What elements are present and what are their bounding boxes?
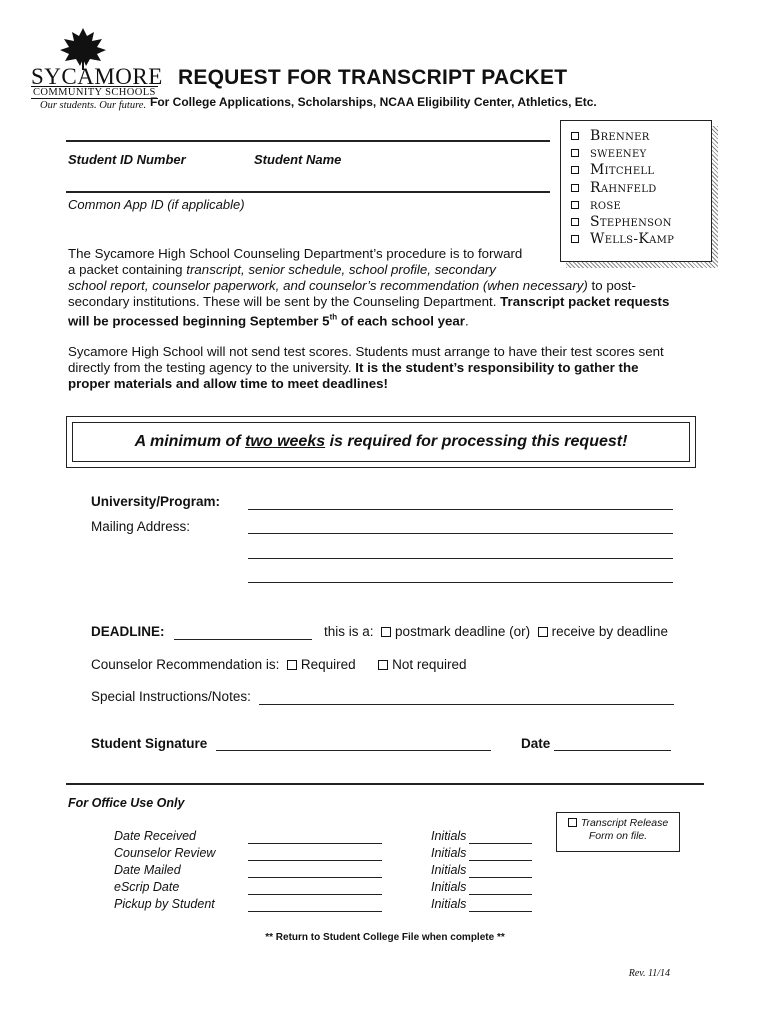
transcript-release-box [556, 812, 680, 852]
notice-box [72, 422, 690, 462]
deadline-field[interactable] [174, 639, 312, 640]
office-row-field[interactable] [248, 843, 382, 844]
counselor-name: sweeney [590, 144, 647, 161]
counselor-option[interactable] [561, 144, 711, 161]
office-row-label: Date Mailed [114, 863, 181, 877]
initials-label: Initials [431, 829, 467, 843]
office-row-field[interactable] [248, 877, 382, 878]
page-title: REQUEST FOR TRANSCRIPT PACKET [178, 66, 568, 89]
student-id-label: Student ID Number [68, 152, 186, 167]
mailing-address-label: Mailing Address: [91, 519, 191, 534]
procedure-italic: transcript, senior schedule, school profile, secondary [186, 262, 496, 277]
this-is-a-label: this is a: [324, 624, 374, 639]
not-required-checkbox[interactable] [378, 660, 388, 670]
initials-field[interactable] [469, 877, 532, 878]
office-row-label: Pickup by Student [114, 897, 215, 911]
special-instructions-field[interactable] [259, 704, 674, 705]
student-name-label: Student Name [254, 152, 342, 167]
office-row-label: Date Received [114, 829, 196, 843]
office-heading: For Office Use Only [68, 796, 185, 810]
initials-label: Initials [431, 897, 467, 911]
signature-label: Student Signature [91, 736, 208, 751]
procedure-bold: will be processed beginning September 5 [68, 313, 330, 329]
postmark-label: postmark deadline (or) [395, 624, 531, 639]
page-subtitle: For College Applications, Scholarships, NCAA Eligibility Center, Athletics, Etc. [150, 95, 597, 109]
counselor-name: Brenner [590, 127, 650, 144]
counselor-option[interactable] [561, 179, 711, 196]
checkbox[interactable] [571, 166, 579, 174]
procedure-bold: Transcript packet requests [500, 294, 670, 309]
test-scores-bold: It is the student’s responsibility to gather the [355, 360, 639, 375]
release-checkbox[interactable] [568, 818, 577, 827]
deadline-label: DEADLINE: [91, 624, 165, 639]
date-field[interactable] [554, 750, 671, 751]
counselor-name: Mitchell [590, 162, 655, 179]
counselor-name: Wells-Kamp [590, 231, 675, 248]
initials-field[interactable] [469, 843, 532, 844]
mailing-address-field-2[interactable] [248, 558, 673, 559]
revision-label: Rev. 11/14 [628, 968, 670, 979]
procedure-text: a packet containing [68, 262, 187, 277]
release-line-2: Form on file. [588, 830, 648, 842]
counselor-option[interactable] [561, 231, 711, 248]
counselor-option[interactable] [561, 213, 711, 230]
office-row-label: eScrip Date [114, 880, 180, 894]
procedure-paragraph [68, 246, 548, 278]
not-required-label: Not required [392, 657, 467, 672]
signature-field[interactable] [216, 750, 491, 751]
checkbox[interactable] [571, 201, 579, 209]
procedure-paragraph-cont [68, 278, 708, 329]
counselor-rec-label: Counselor Recommendation is: [91, 657, 280, 672]
initials-field[interactable] [469, 860, 532, 861]
office-divider [66, 783, 704, 785]
procedure-text: secondary institutions. These will be sent by the Counseling Department. [68, 294, 501, 309]
counselor-recommendation [91, 657, 466, 672]
counselor-name: Stephenson [590, 214, 672, 231]
student-info-field[interactable] [66, 191, 550, 193]
procedure-end: . [465, 313, 469, 329]
university-label: University/Program: [91, 494, 221, 509]
counselor-option[interactable] [561, 196, 711, 213]
special-instructions-label: Special Instructions/Notes: [91, 689, 251, 704]
notice-underlined: two weeks [245, 433, 326, 450]
logo-name: SYCAMORE [31, 64, 163, 89]
initials-label: Initials [431, 863, 467, 877]
rule-top [66, 140, 550, 142]
checkbox[interactable] [571, 218, 579, 226]
ordinal-suffix: th [329, 313, 338, 322]
release-line-1: Transcript Release [580, 817, 669, 829]
initials-label: Initials [431, 880, 467, 894]
counselor-name: Rahnfeld [590, 179, 657, 196]
mailing-address-field-1[interactable] [248, 533, 673, 534]
checkbox[interactable] [571, 149, 579, 157]
procedure-text: to post- [587, 278, 636, 293]
counselor-checklist [560, 120, 712, 262]
common-app-label: Common App ID (if applicable) [68, 197, 245, 212]
logo-subtitle: COMMUNITY SCHOOLS [33, 87, 156, 98]
checkbox[interactable] [571, 235, 579, 243]
test-scores-bold: proper materials and allow time to meet deadlines! [68, 376, 388, 391]
deadline-type [324, 624, 668, 639]
postmark-checkbox[interactable] [381, 627, 391, 637]
office-row-label: Counselor Review [114, 846, 216, 860]
logo-tagline: Our students. Our future. [40, 100, 147, 111]
office-row-field[interactable] [248, 894, 382, 895]
receive-label: receive by deadline [551, 624, 668, 639]
initials-label: Initials [431, 846, 467, 860]
office-row-field[interactable] [248, 911, 382, 912]
counselor-name: rose [590, 196, 622, 213]
required-checkbox[interactable] [287, 660, 297, 670]
university-field[interactable] [248, 509, 673, 510]
receive-checkbox[interactable] [538, 627, 548, 637]
counselor-option[interactable] [561, 162, 711, 179]
initials-field[interactable] [469, 894, 532, 895]
test-scores-paragraph [68, 344, 718, 392]
procedure-bold: of each school year [337, 313, 465, 329]
mailing-address-field-3[interactable] [248, 582, 673, 583]
notice-text: is required for processing this request! [329, 433, 628, 450]
date-label: Date [521, 736, 551, 751]
return-note: ** Return to Student College File when complete ** [265, 932, 505, 943]
checkbox[interactable] [571, 132, 579, 140]
required-label: Required [300, 657, 356, 672]
office-row-field[interactable] [248, 860, 382, 861]
checkbox[interactable] [571, 184, 579, 192]
test-scores-text: directly from the testing agency to the university. [68, 360, 356, 375]
counselor-option[interactable] [561, 127, 711, 144]
notice-text: A minimum of [134, 433, 241, 450]
procedure-italic: school report, counselor paperwork, and counselor’s recommendation (when necessary) [68, 278, 588, 293]
procedure-line: The Sycamore High School Counseling Department’s procedure is to forward [68, 246, 523, 261]
initials-field[interactable] [469, 911, 532, 912]
test-scores-line: Sycamore High School will not send test scores. Students must arrange to have their test scores sent [68, 344, 664, 359]
